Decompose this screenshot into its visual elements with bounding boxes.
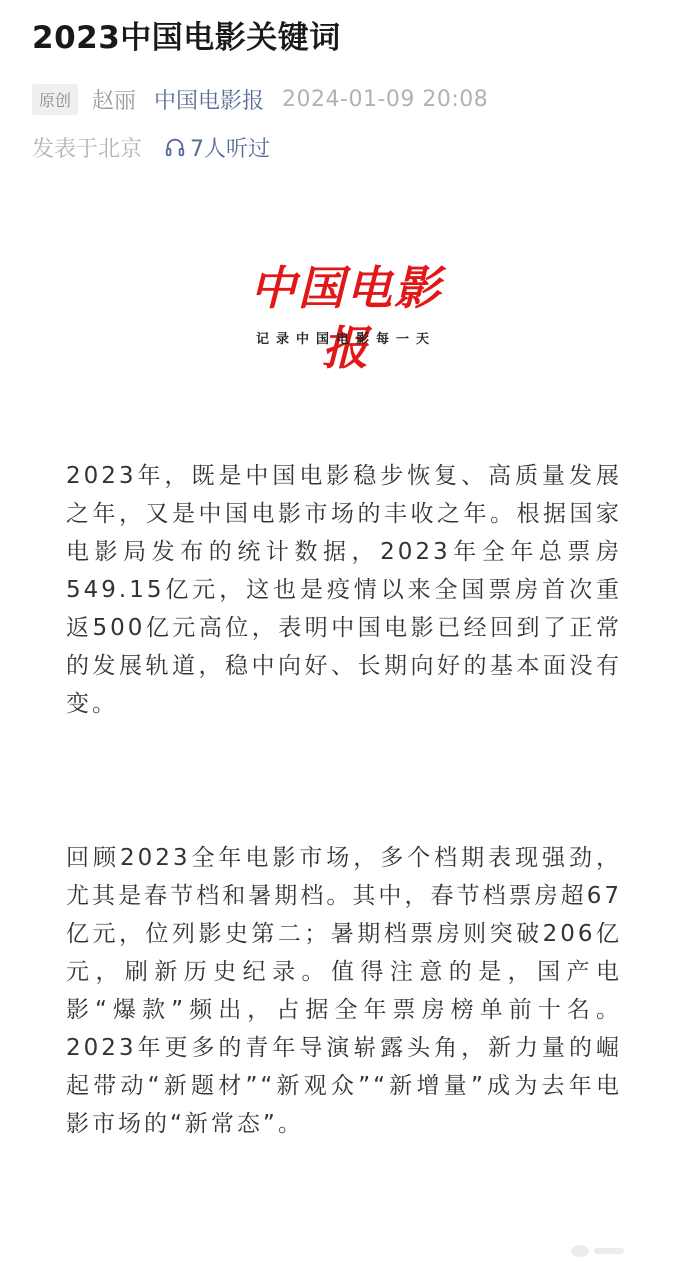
original-badge: 原创 [32,84,78,115]
meta-row-secondary [32,130,270,164]
listen-count-button[interactable] [164,132,270,163]
publish-location: 发表于北京 [32,136,143,162]
meta-row [32,82,488,116]
headphone-icon [164,136,186,158]
listen-count: 7人听过 [190,136,271,162]
logo-slogan: 记录中国电影每一天 [255,332,436,347]
body-paragraph-1: 2023年，既是中国电影稳步恢复、高质量发展之年，又是中国电影市场的丰收之年。根据国家电影局发布的统计数据，2023年全年总票房549.15亿元，这也是疫情以来全国票房首次重返500亿元高位，表明中国电影已经回到了正常的发展轨道，稳中向好、长期向好的基本面没有变。 [66,463,622,717]
body-paragraph-2: 回顾2023全年电影市场，多个档期表现强劲，尤其是春节档和暑期档。其中，春节档票房超67亿元，位列影史第二；暑期档票房则突破206亿元，刷新历史纪录。值得注意的是，国产电影“爆款”频出，占据全年票房榜单前十名。2023年更多的青年导演崭露头角，新力量的崛起带动“新题材”“新观众”“新增量”成为去年电影市场的“新常态”。 [66,845,622,1137]
watermark-icon [568,1242,628,1260]
newspaper-logo [234,258,458,375]
article-title: 2023中国电影关键词 [32,20,341,56]
publish-time: 2024-01-09 20:08 [282,86,489,112]
logo-name: 中国电影报 [250,261,442,375]
account-link[interactable]: 中国电影报 [154,88,265,114]
author-name: 赵丽 [92,88,137,114]
